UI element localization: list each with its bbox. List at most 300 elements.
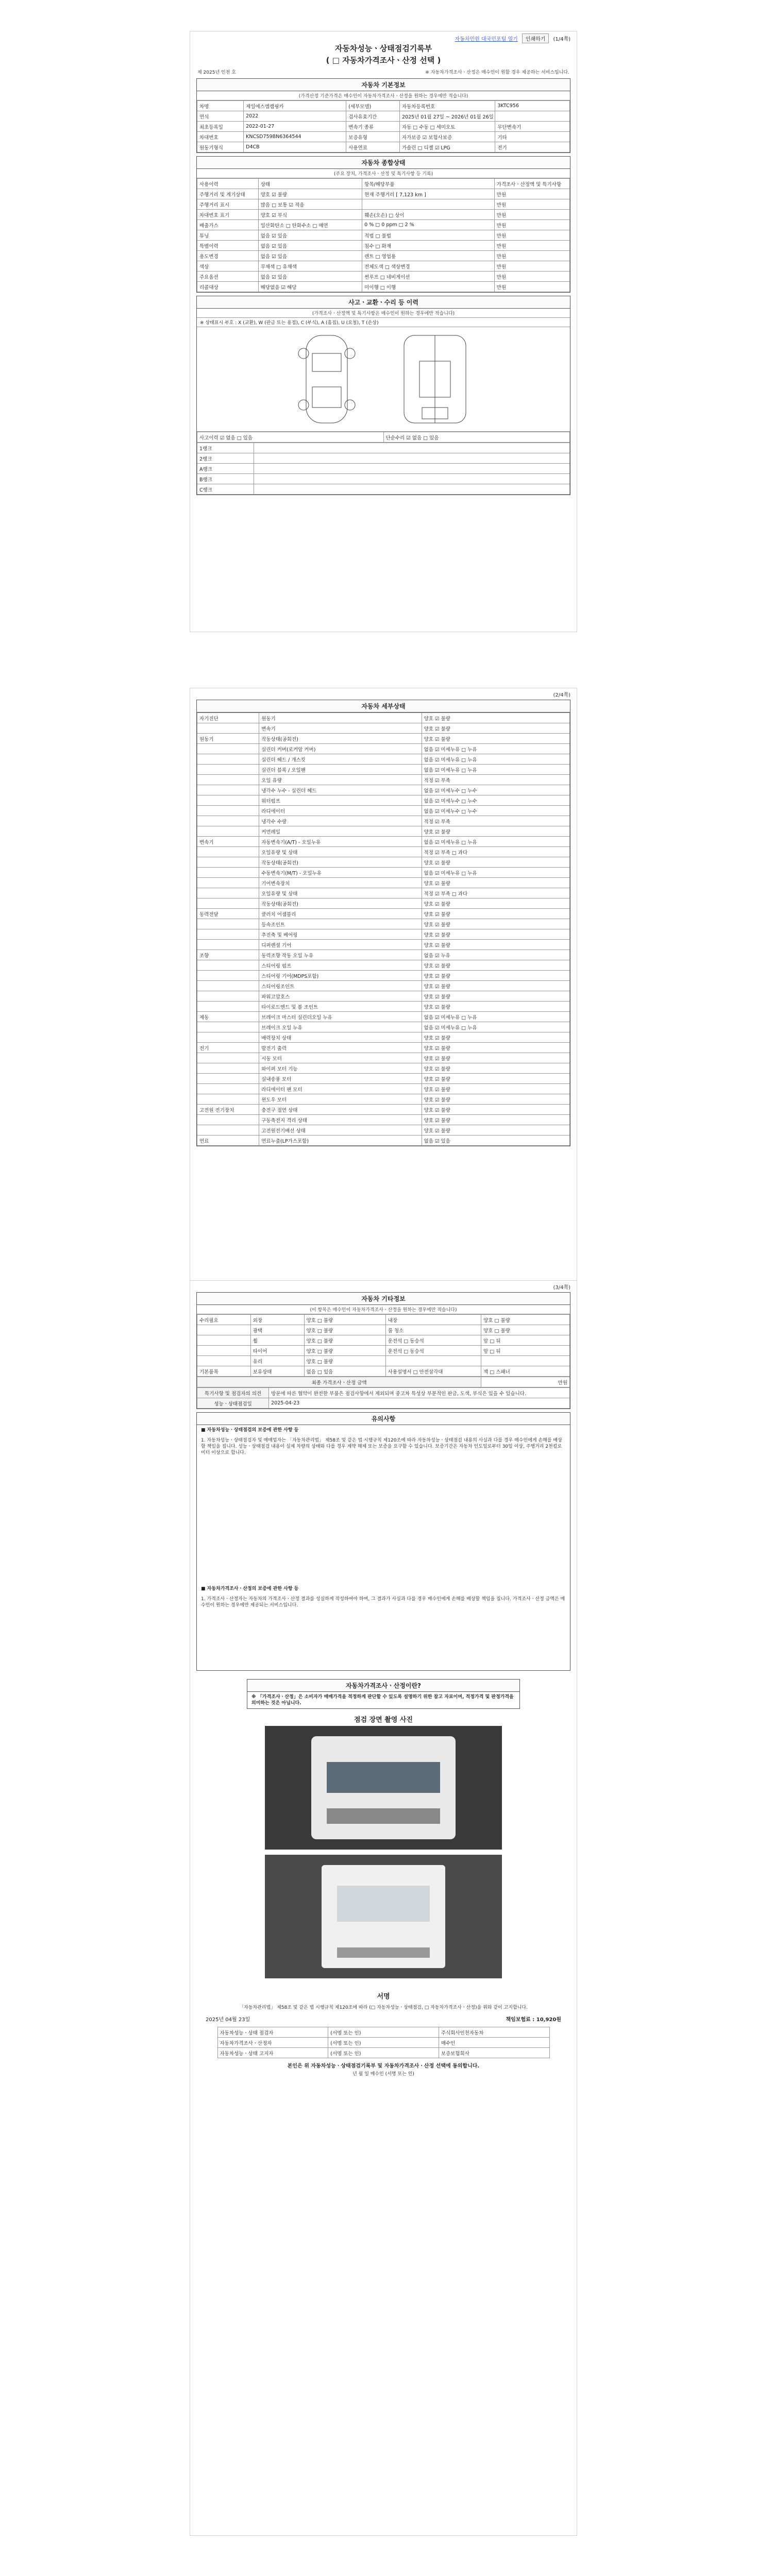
table-row — [197, 241, 570, 251]
table-cell: 양호 ☑ 불량 — [422, 940, 569, 950]
table-cell: 상태 — [258, 179, 362, 189]
table-cell: 외장 — [250, 1315, 304, 1325]
rank-label: B랭크 — [197, 474, 254, 484]
basic-info-head: 자동차 기본정보 — [197, 79, 570, 91]
table-cell — [197, 1032, 259, 1043]
table-cell: 적정 ☑ 부족 □ 과다 — [422, 888, 569, 899]
signer-org: 보증보험회사 — [439, 2048, 549, 2058]
table-cell — [197, 1325, 251, 1335]
table-cell: 양호 ☑ 부식 — [258, 210, 362, 220]
sign-date: 2025년 04월 23일 — [206, 2017, 250, 2023]
car-diagram — [197, 327, 570, 432]
table-cell: 스티어링 기어(MDPS포함) — [259, 971, 422, 981]
signer-signature: (서명 또는 인) — [328, 2027, 439, 2038]
table-cell: 양호 ☑ 불량 — [422, 1125, 569, 1136]
other-section — [196, 1292, 570, 1409]
table-row — [197, 1136, 570, 1146]
agreement-text: 본인은 위 자동차성능ㆍ상태점검기록부 및 자동차가격조사ㆍ산정 선택에 동의합니다. — [287, 2063, 480, 2069]
table-cell: 디퍼렌셜 기어 — [259, 940, 422, 950]
other-head: 자동차 기타정보 — [197, 1293, 570, 1305]
table-row — [197, 210, 570, 220]
camper-front-image — [265, 1726, 502, 1850]
table-cell: 양호 ☑ 불량 — [422, 1032, 569, 1043]
table-cell: 고전원전기배선 상태 — [259, 1125, 422, 1136]
final-price-unit: 만원 — [481, 1377, 570, 1387]
table-cell: 냉각수 누수 - 실린더 헤드 — [259, 785, 422, 795]
table-row — [197, 1053, 570, 1063]
table-cell: 스티어링 펌프 — [259, 960, 422, 971]
table-cell — [495, 111, 570, 122]
table-cell — [481, 1356, 570, 1366]
table-row — [197, 785, 570, 795]
table-cell: 오일유량 및 상태 — [259, 847, 422, 857]
signer-org: 주식회사인천자동차 — [439, 2027, 549, 2038]
table-row — [197, 806, 570, 816]
table-cell: 파워고압호스 — [259, 991, 422, 1002]
accident-head: 사고ㆍ교환ㆍ수리 등 이력 — [197, 296, 570, 309]
table-cell — [197, 1063, 259, 1074]
table-cell: 동력조향 작동 오일 누유 — [259, 950, 422, 960]
notes-2-title: ■ 자동차가격조사ㆍ산정의 보증에 관한 사항 등 — [201, 1586, 299, 1591]
table-row — [197, 754, 570, 765]
table-cell: 무채색 □ 유채색 — [258, 261, 362, 272]
table-cell: 만원 — [494, 210, 569, 220]
table-row — [217, 2027, 549, 2038]
table-cell — [197, 1115, 259, 1125]
table-cell — [197, 723, 259, 734]
table-cell: 가격조사ㆍ산정액 및 특기사항 — [494, 179, 569, 189]
check-date-label: 성능ㆍ상태점검일 — [197, 1398, 269, 1409]
table-cell — [197, 929, 259, 940]
table-cell — [197, 1335, 251, 1346]
table-cell: 없음 ☑ 미세누수 □ 누수 — [422, 785, 569, 795]
table-row — [197, 1074, 570, 1084]
table-cell: 차명 — [197, 101, 244, 111]
table-cell: 원동기 — [197, 734, 259, 744]
rank-parts — [254, 474, 570, 484]
table-cell: 양호 ☑ 불량 — [422, 929, 569, 940]
doc-title: 자동차성능ㆍ상태점검기록부 — [334, 44, 432, 53]
table-cell: 용도변경 — [197, 251, 259, 261]
table-cell: 사용연료 — [346, 142, 400, 152]
table-cell: 없음 ☑ 미세누유 □ 누유 — [422, 1022, 569, 1032]
detail-head: 자동차 세부상태 — [197, 700, 570, 713]
table-cell: 양호 □ 불량 — [304, 1315, 385, 1325]
table-row — [197, 775, 570, 785]
table-cell: 무단변속기 — [495, 122, 570, 132]
table-cell: 자동 □ 수동 □ 세미오토 — [399, 122, 495, 132]
table-cell — [197, 1125, 259, 1136]
table-cell: 유리 — [250, 1356, 304, 1366]
table-cell: 만원 — [494, 261, 569, 272]
table-row — [197, 929, 570, 940]
table-cell: 수동변속기(M/T) - 오일누유 — [259, 868, 422, 878]
table-cell: 양호 ☑ 불량 — [422, 1115, 569, 1125]
vehicle-front-photo — [265, 1726, 502, 1850]
table-cell: 실린더 커버(로커암 커버) — [259, 744, 422, 754]
table-cell: 실린더 블록 / 오일팬 — [259, 765, 422, 775]
table-cell: 라디에이터 — [259, 806, 422, 816]
table-cell: 시동 모터 — [259, 1053, 422, 1063]
accident-legend: ※ 상태표시 부호 : X (교환), W (판금 또는 용접), C (부식), A (흠집), U (요철), T (손상) — [197, 318, 570, 327]
table-cell: 연료누출(LP가스포함) — [259, 1136, 422, 1146]
signer-signature: (서명 또는 인) — [328, 2048, 439, 2058]
detail-table — [197, 713, 570, 1146]
table-row — [197, 1084, 570, 1094]
table-cell: 냉각수 수량 — [259, 816, 422, 826]
doc-subtitle: ( □ 자동차가격조사ㆍ산정 선택 ) — [326, 56, 441, 65]
table-cell: 색상 — [197, 261, 259, 272]
table-cell: 원동기 — [259, 713, 422, 723]
table-row — [197, 453, 570, 464]
table-cell: 만원 — [494, 282, 569, 292]
sign-law: 「자동차관리법」 제58조 및 같은 법 시행규칙 제120조에 따라 (□ 자동차성능ㆍ상태점검, □ 자동차가격조사ㆍ산정)을 위와 같이 고지합니다. — [239, 2005, 528, 2010]
table-cell — [197, 795, 259, 806]
table-cell: 운전석 □ 동승석 — [385, 1335, 481, 1346]
table-row — [197, 1002, 570, 1012]
table-cell: 많음 □ 보통 ☑ 적음 — [258, 199, 362, 210]
table-row — [197, 795, 570, 806]
table-cell: 주요옵션 — [197, 272, 259, 282]
table-cell: 양호 ☑ 불량 — [422, 919, 569, 929]
table-cell: 전체도색 □ 색상변경 — [362, 261, 495, 272]
table-row — [197, 111, 570, 122]
table-row — [197, 723, 570, 734]
signer-role: 자동차성능ㆍ상태 점검자 — [217, 2027, 328, 2038]
table-cell — [197, 1053, 259, 1063]
table-cell: 자기진단 — [197, 713, 259, 723]
notes-1-title: ■ 자동차성능ㆍ상태점검의 보증에 관한 사항 등 — [201, 1428, 299, 1433]
table-cell: 앞 □ 뒤 — [481, 1346, 570, 1356]
table-row — [197, 132, 570, 142]
rank-table — [197, 443, 570, 495]
table-cell: (세부모델) — [346, 101, 400, 111]
basic-info-note: (가격산정 기준가격은 매수인이 자동차가격조사ㆍ산정을 원하는 경우에만 적습니다) — [197, 91, 570, 100]
sign-date-row — [190, 2013, 577, 2025]
table-row — [197, 899, 570, 909]
table-cell: 작동상태(공회전) — [259, 734, 422, 744]
status-table — [197, 178, 570, 292]
table-cell: 양호 ☑ 불량 — [422, 723, 569, 734]
table-row — [197, 1366, 570, 1377]
table-cell: 내장 — [385, 1315, 481, 1325]
table-cell: 타이어 — [250, 1346, 304, 1356]
table-row — [197, 909, 570, 919]
accident-summary — [197, 432, 570, 443]
table-cell: 2022-01-27 — [244, 122, 346, 132]
table-cell: 만원 — [494, 220, 569, 230]
table-row — [197, 189, 570, 199]
print-button[interactable]: 인쇄하기 — [522, 33, 549, 43]
table-cell: 자동차등록번호 — [399, 101, 495, 111]
table-cell: 양호 ☑ 불량 — [422, 878, 569, 888]
page-number: (1/4쪽) — [553, 37, 570, 42]
table-cell: 룸 청소 — [385, 1325, 481, 1335]
table-cell: 오일 유량 — [259, 775, 422, 785]
table-cell: 충전구 절연 상태 — [259, 1105, 422, 1115]
table-cell: 없음 ☑ 있음 — [258, 230, 362, 241]
notes-section — [196, 1412, 570, 1671]
table-row — [197, 940, 570, 950]
table-row — [197, 857, 570, 868]
table-cell: 양호 ☑ 불량 — [422, 734, 569, 744]
table-cell: 보유상태 — [250, 1366, 304, 1377]
table-cell: 워터펌프 — [259, 795, 422, 806]
table-cell: 휠 — [250, 1335, 304, 1346]
table-cell: 양호 ☑ 불량 — [422, 1074, 569, 1084]
table-cell: 주행거리 표시 — [197, 199, 259, 210]
rank-label: 1랭크 — [197, 443, 254, 453]
check-date: 2025-04-23 — [269, 1398, 570, 1409]
table-row — [197, 826, 570, 837]
table-cell — [197, 847, 259, 857]
table-row — [197, 220, 570, 230]
table-row — [197, 950, 570, 960]
table-cell: 구동축전지 격리 상태 — [259, 1115, 422, 1125]
accident-history: 사고이력 ☑ 없음 □ 있음 — [197, 432, 384, 443]
table-row — [197, 847, 570, 857]
table-cell: 양호 □ 불량 — [481, 1315, 570, 1325]
table-cell: 브레이크 마스터 실린더오일 누유 — [259, 1012, 422, 1022]
table-cell: 실내송풍 모터 — [259, 1074, 422, 1084]
table-row — [197, 122, 570, 132]
rank-parts — [254, 484, 570, 495]
table-cell: 현재 주행거리 [ 7,123 km ] — [362, 189, 495, 199]
table-cell: 주행거리 및 계기상태 — [197, 189, 259, 199]
table-row — [197, 1115, 570, 1125]
table-cell: 리콜대상 — [197, 282, 259, 292]
table-cell: 양호 ☑ 불량 — [422, 1043, 569, 1053]
page-1 — [190, 31, 577, 632]
table-cell: 양호 ☑ 불량 — [422, 1084, 569, 1094]
table-row — [197, 142, 570, 152]
table-cell: 없음 ☑ 있음 — [422, 1136, 569, 1146]
page-3 — [190, 1280, 577, 2536]
table-cell — [197, 1094, 259, 1105]
table-cell: 만원 — [494, 272, 569, 282]
table-cell: 2025년 01월 27일 ~ 2026년 01월 26일 — [399, 111, 495, 122]
table-cell — [197, 1084, 259, 1094]
rank-label: 2랭크 — [197, 453, 254, 464]
table-cell: 자동변속기(A/T) - 오일누유 — [259, 837, 422, 847]
table-cell: 양호 ☑ 불량 — [422, 826, 569, 837]
camper-rear-image — [265, 1855, 502, 1978]
table-cell: 없음 ☑ 미세누유 □ 누유 — [422, 868, 569, 878]
table-row — [197, 443, 570, 453]
table-cell: 적정 ☑ 부족 — [422, 775, 569, 785]
table-cell — [197, 919, 259, 929]
table-cell: 썬루프 □ 네비게이션 — [362, 272, 495, 282]
table-cell: 없음 ☑ 있음 — [258, 272, 362, 282]
table-cell: 양호 ☑ 불량 — [422, 971, 569, 981]
table-cell: 항목/해당부품 — [362, 179, 495, 189]
table-cell: 배출가스 — [197, 220, 259, 230]
page-number: (2/4쪽) — [553, 692, 570, 698]
table-cell: 배력장치 상태 — [259, 1032, 422, 1043]
table-cell: 차대번호 표기 — [197, 210, 259, 220]
table-cell: 양호 ☑ 불량 — [422, 857, 569, 868]
portal-link[interactable]: 자동차민원 대국민포털 열기 — [455, 37, 518, 42]
signer-signature: (서명 또는 인) — [328, 2038, 439, 2048]
table-cell — [197, 857, 259, 868]
table-cell: 없음 ☑ 미세누유 □ 누유 — [422, 744, 569, 754]
status-head: 자동차 종합상태 — [197, 157, 570, 169]
table-cell — [197, 744, 259, 754]
table-cell: 운전석 □ 동승석 — [385, 1346, 481, 1356]
table-cell: 앞 □ 뒤 — [481, 1335, 570, 1346]
table-row — [197, 1032, 570, 1043]
table-cell: 양호 □ 불량 — [304, 1335, 385, 1346]
accident-section — [196, 296, 570, 495]
table-cell: 미이행 □ 이행 — [362, 282, 495, 292]
status-note: (주요 장치, 가격조사ㆍ산정 및 특기사항 등 기록) — [197, 169, 570, 178]
table-cell: 만원 — [494, 230, 569, 241]
table-cell — [197, 991, 259, 1002]
table-cell — [197, 971, 259, 981]
table-row — [197, 765, 570, 775]
rank-parts — [254, 453, 570, 464]
table-cell — [197, 1346, 251, 1356]
status-section — [196, 156, 570, 293]
accident-note: (가격조사ㆍ산정액 및 특기사항은 매수인이 원하는 경우에만 적습니다) — [197, 309, 570, 318]
table-cell: 조향 — [197, 950, 259, 960]
table-cell: 변속기 종류 — [346, 122, 400, 132]
table-row — [197, 1043, 570, 1053]
table-cell — [197, 888, 259, 899]
opinion-text: 방문에 따른 협약이 완전한 부품은 점검사항에서 제외되며 중고차 특성상 부분적인 판금, 도색, 부식은 있을 수 있습니다. — [269, 1388, 570, 1398]
doc-note: ※ 자동차가격조사ㆍ산정은 매수인이 원할 경우 제공하는 서비스입니다. — [425, 70, 569, 75]
opinion-table — [197, 1387, 570, 1409]
table-row — [197, 734, 570, 744]
table-cell — [197, 806, 259, 816]
table-cell: 만원 — [494, 189, 569, 199]
agreement-date: 년 월 일 매수인 (서명 또는 인) — [352, 2072, 414, 2077]
table-cell: 없음 ☑ 미세누유 □ 누유 — [422, 765, 569, 775]
table-cell: 없음 ☑ 있음 — [258, 241, 362, 251]
table-cell — [385, 1356, 481, 1366]
photo-head: 점검 장면 촬영 사진 — [354, 1716, 413, 1724]
rank-label: C랭크 — [197, 484, 254, 495]
doc-meta — [197, 69, 569, 75]
table-cell: 검사유효기간 — [346, 111, 400, 122]
table-row — [197, 971, 570, 981]
table-cell: 제일에스엠캠핑카 — [244, 101, 346, 111]
table-cell: 와이퍼 모터 기능 — [259, 1063, 422, 1074]
table-cell: KNCSD759BN6364544 — [244, 132, 346, 142]
rank-parts — [254, 464, 570, 474]
table-cell: 변속기 — [259, 723, 422, 734]
table-cell: 추진축 및 베어링 — [259, 929, 422, 940]
table-row — [197, 1356, 570, 1366]
table-cell — [197, 826, 259, 837]
table-cell: 라디에이터 팬 모터 — [259, 1084, 422, 1094]
table-cell: 커먼레일 — [259, 826, 422, 837]
table-row — [197, 1022, 570, 1032]
table-cell: 양호 ☑ 불량 — [258, 189, 362, 199]
table-cell — [197, 775, 259, 785]
table-cell: 양호 ☑ 불량 — [422, 899, 569, 909]
table-cell: 없음 ☑ 미세누유 □ 누유 — [422, 1012, 569, 1022]
table-cell — [197, 1002, 259, 1012]
page-2 — [190, 688, 577, 1299]
table-cell: 튜닝 — [197, 230, 259, 241]
table-row — [197, 1346, 570, 1356]
simple-repair: 단순수리 ☑ 없음 □ 있음 — [383, 432, 570, 443]
table-cell: 양호 ☑ 불량 — [422, 1053, 569, 1063]
table-cell: 기본품목 — [197, 1366, 251, 1377]
notes-2-text: 1. 가격조사ㆍ산정자는 자동차의 가격조사ㆍ산정 결과를 성실하게 작성하여야 하며, 그 결과가 사실과 다를 경우 매수인에게 손해를 배상할 책임을 집니다. 가격조사ㆍ산정 금액은 매수인이 원하는 경우에만 제공되는 서비스입니다. — [201, 1597, 565, 1608]
table-cell: 3KTC956 — [495, 101, 570, 111]
table-row — [217, 2048, 549, 2058]
table-cell: 전기 — [197, 1043, 259, 1053]
table-row — [197, 1125, 570, 1136]
table-cell: 실린더 헤드 / 개스킷 — [259, 754, 422, 765]
table-cell — [197, 754, 259, 765]
table-row — [197, 179, 570, 189]
rank-parts — [254, 443, 570, 453]
table-cell: 양호 □ 불량 — [304, 1346, 385, 1356]
table-cell — [197, 1022, 259, 1032]
table-cell: 스티어링조인트 — [259, 981, 422, 991]
notice-title: 자동차가격조사ㆍ산정이란? — [247, 1680, 519, 1692]
final-price-head: 최종 가격조사ㆍ산정 금액 — [197, 1377, 481, 1387]
table-cell: 양호 ☑ 불량 — [422, 909, 569, 919]
table-row — [197, 251, 570, 261]
table-row — [197, 1094, 570, 1105]
table-cell: 적법 □ 불법 — [362, 230, 495, 241]
table-cell: 양호 □ 불량 — [304, 1325, 385, 1335]
table-cell: 양호 ☑ 불량 — [422, 713, 569, 723]
sign-head: 서명 — [377, 1993, 390, 2001]
signer-role: 자동차가격조사ㆍ산정자 — [217, 2038, 328, 2048]
table-cell: 기어변속장치 — [259, 878, 422, 888]
table-cell: 작동상태(공회전) — [259, 899, 422, 909]
table-cell: 제동 — [197, 1012, 259, 1022]
table-row — [197, 272, 570, 282]
notes-1-text: 1. 자동차성능ㆍ상태점검자 및 매매업자는 「자동차관리법」 제58조 및 같은 법 시행규칙 제120조에 따라 자동차성능ㆍ상태점검 내용의 사실과 다를 경우 매수인에게 손해를 배상할 책임을 집니다. 성능ㆍ상태점검 내용이 실제 차량의 상태와 다를 경우 계약 해제 또는 보증을 요구할 수 있습니다. 보증기간은 자동차 인도일로부터 30일 이상, 주행거리 2천킬로미터 이상으로 합니다. — [201, 1438, 562, 1455]
table-cell: 양호 ☑ 불량 — [422, 1105, 569, 1115]
table-cell: 발전기 출력 — [259, 1043, 422, 1053]
table-row — [197, 960, 570, 971]
table-cell: 양호 ☑ 불량 — [422, 1094, 569, 1105]
table-cell — [197, 785, 259, 795]
opinion-head: 특기사항 및 점검자의 의견 — [197, 1388, 269, 1398]
basic-info-section — [196, 78, 570, 153]
top-toolbar — [455, 33, 570, 43]
table-row — [197, 101, 570, 111]
table-cell: 브레이크 오일 누유 — [259, 1022, 422, 1032]
signer-org: 매수인 — [439, 2038, 549, 2048]
notice-box — [247, 1679, 520, 1709]
table-cell: 0 % □ 0 ppm □ 2 % — [362, 220, 495, 230]
table-cell: 없음 ☑ 누유 — [422, 950, 569, 960]
table-cell: 동력전달 — [197, 909, 259, 919]
table-cell — [197, 899, 259, 909]
table-cell: 등속조인트 — [259, 919, 422, 929]
car-front-diagram — [291, 330, 363, 428]
table-row — [197, 713, 570, 723]
table-cell: 없음 □ 있음 — [304, 1366, 385, 1377]
table-cell: 만원 — [494, 199, 569, 210]
table-row — [197, 474, 570, 484]
table-cell: 가솔린 □ 디젤 ☑ LPG — [399, 142, 495, 152]
table-cell — [197, 1074, 259, 1084]
table-cell: 사용이력 — [197, 179, 259, 189]
table-cell: 전기 — [495, 142, 570, 152]
table-row — [197, 1012, 570, 1022]
table-cell — [197, 816, 259, 826]
table-row — [217, 2038, 549, 2048]
